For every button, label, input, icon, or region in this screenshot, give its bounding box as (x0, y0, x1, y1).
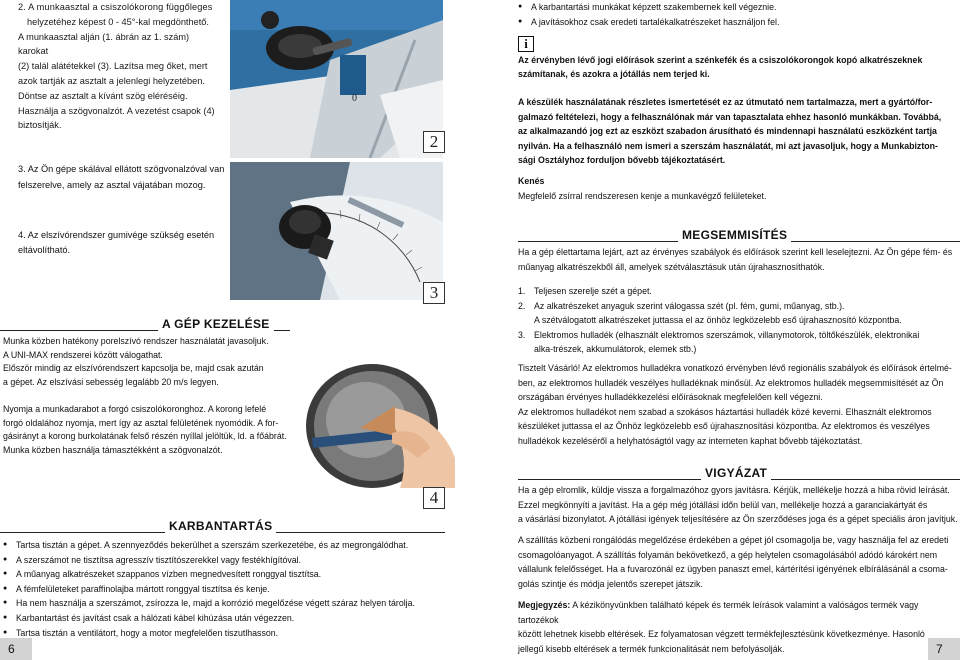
operation-para-2: Nyomja a munkadarabot a forgó csiszolókoronghoz. A korong lefelé forgó oldalához nyomja, mert így az asztal felületének nyomódik. A for- gásirányt a korong burkolatának felső részén nyíllal jelöltük, ld. a főábrát. Munka közben használja támasztékként a szögvonalzót. (3, 404, 287, 455)
step-2-text: 2. A munkaasztal a csiszolókorong függőleges helyzetéhez képest 0 - 45°-kal megdönthető. A munkaasztal alján (1. ábrán az 1. szám) karokat (2) talál alátétekkel (3). Lazítsa meg őket, mert azok tartják az asztalt a jelenlegi helyzetében. Döntse az asztalt a kívánt szög eléréséig. Használja a szögvonalzót. A vezetést csapok (4) biztosítják. (18, 2, 215, 131)
operation-section-header (0, 315, 290, 331)
maintenance-item: ● A szerszámot ne tisztítsa agresszív tisztítószerekkel vagy festékhígítóval. (3, 553, 448, 568)
disposal-section-header (518, 226, 960, 242)
lubrication-text: Megfelelő zsírral rendszeresen kenje a munkavégző felületeket. (518, 190, 767, 201)
warning-title: VIGYÁZAT (701, 466, 771, 480)
note-label: Megjegyzés: (518, 600, 571, 610)
figure-3-label: 3 (423, 282, 445, 304)
info-notice: Az érvényben lévő jogi előírások szerint a szénkefék és a csiszolókorongok kopó alkatrészeknek számítanak, és azokra a jótállás nem terjed ki. (518, 55, 923, 79)
lubrication-section (518, 174, 958, 203)
disposal-title: MEGSEMMISÍTÉS (678, 228, 791, 242)
lubrication-heading: Kenés (518, 176, 545, 186)
warning-note: Megjegyzés: A kézikönyvünkben található képek és termék leírások valamint a valóságos termék vagy tartozékok között lehetnek kisebb eltérések. Ez folyamatosan végzett termékfejlesztésünk következménye. Hasonló jellegű kisebb eltérések a termék funkcionalitását nem befolyásolják. (518, 600, 925, 654)
top-bullet-item: ● A javításokhoz csak eredeti tartalékalkatrészeket használjon fel. (518, 15, 958, 30)
figure-4-grinding-photo (300, 308, 455, 488)
maintenance-item: ● A műanyag alkatrészeket szappanos vízben megnedvesített ronggyal tisztítsa. (3, 567, 448, 582)
gauge-zero-label: 0 (352, 93, 357, 104)
figure-3-mitre-gauge-photo (230, 162, 443, 300)
figure-2-table-tilt-photo (230, 0, 443, 158)
top-bullet-item: ● A karbantartási munkákat képzett szakembernek kell végeznie. (518, 0, 958, 15)
page-number-right: 7 (928, 638, 960, 660)
maintenance-list (3, 538, 448, 640)
maintenance-item: ● Tartsa tisztán a ventilátort, hogy a motor megfelelően tiszutlhasson. (3, 626, 448, 641)
operation-para-1: Munka közben hatékony porelszívó rendszer használatát javasoljuk. A UNI-MAX rendszerei között válogathat. Először mindig az elszívórendszert kapcsolja be, majd csak azután a gépet. Az elszívási sebesség legalább 20 m/s legyen. (3, 336, 269, 387)
maintenance-item: ● Karbantartást és javítást csak a hálózati kábel kihúzása után végezzen. (3, 611, 448, 626)
info-icon: i (518, 36, 534, 52)
warning-para-1: Ha a gép elromlik, küldje vissza a forgalmazóhoz gyors javításra. Kérjük, mellékelje hozzá a hiba rövid leírását. Ezzel megkönnyíti a javítást. Ha a gép még jótállási időn belül van, mellékelje hozzá a garanciakártyát és a vásárlási bizonylatot. A jótállási igények teljesítésére az Ön szerződéses joga és a gépet speciális áron javítjuk. (518, 485, 958, 524)
maintenance-item: ● A fémfelületeket paraffinolajba mártott ronggyal tisztítsa és kenje. (3, 582, 448, 597)
disposal-step: 1. Teljesen szerelje szét a gépet. (518, 286, 652, 296)
step-4-text: 4. Az elszívórendszer gumivége szükség esetén eltávolítható. (18, 230, 215, 255)
disposal-step: 2. Az alkatrészeket anyaguk szerint válogassa szét (pl. fém, gumi, műanyag, stb.). A szétválogatott alkatrészeket juttassa el az önhöz legközelebb eső újrahasznosító központba. (518, 300, 902, 325)
warning-para-2: A szállítás közbeni rongálódás megelőzése érdekében a gépet jól csomagolja be, vagy használja fel az eredeti csomagolóanyagot. A szállítás folyamán bekövetkező, a gép helytelen csomagolásából adódó károkért nem vállalunk felelősséget. Ha a fuvarozónál ez ügyben panaszt emel, kártérítési igényének elbírálásánál a csoma- golás szintje és módja jelentős szerepet játszik. (518, 535, 949, 589)
service-notice: A készülék használatának részletes ismertetését ez az útmutató nem tartalmazza, mert a gyártó/for- galmazó feltételezi, hogy a felhasználónak már van tapasztalata ehhez hasonló munkákban. Továbbá, az alkalmazandó jog ezt az eszközt szabadon árusítható és mindennapi használatú eszközként tartja nyilván. Ha a felhasználó nem ismeri a szerszám használatát, mi azt javasoljuk, hogy a Munkabizton- sági Osztályhoz forduljon bővebb tájékoztatásért. (518, 97, 942, 165)
disposal-intro: Ha a gép élettartama lejárt, azt az érvényes szabályok és előírások szerint kell leselejtezni. Az Ön gépe fém- és műanyag alkatrészekből áll, amelyek szétválasztásuk után újrahasznosíthatók. (518, 247, 953, 272)
disposal-step: 3. Elektromos hulladék (elhasznált elektromos szerszámok, villanymotorok, töltőkészülék, elektronikai alka-trészek, akkumulátorok, elemek stb.) (518, 329, 920, 354)
maintenance-item: ● Tartsa tisztán a gépet. A szennyeződés bekerülhet a szerszám szerkezetébe, és az megrongálódhat. (3, 538, 448, 553)
top-bullets (518, 0, 958, 29)
operation-title: A GÉP KEZELÉSE (158, 317, 274, 331)
warning-section-header (518, 464, 960, 480)
step-3-text: 3. Az Ön gépe skálával ellátott szögvonalzóval van felszerelve, amely az asztal vájatában mozog. (18, 164, 225, 190)
maintenance-section-header (0, 517, 445, 533)
figure-4-label: 4 (423, 487, 445, 509)
page-number-left: 6 (0, 638, 32, 660)
disposal-paragraph: Tisztelt Vásárló! Az elektromos hulladékra vonatkozó érvényben lévő regionális szabályok és előírások értelmé- ben, az elektromos hulladék veszélyes hulladéknak minősül. Az elektromos hulladék megsemmisítését az Ön országában érvényes hulladékkezelési előírásoknak megfelelően kell végezni. Az elektromos hulladékot nem szabad a szokásos háztartási hulladék közé keverni. Elhasznált elektromos készüléket juttassa el az Önhöz legközelebb eső újrahasznosítási központba. Az elektromos és veszélyes hulladékok kezeléséről a helyhatóságtól vagy az interneten kaphat bővebb tájékoztatást. (518, 363, 952, 446)
disposal-steps (518, 284, 960, 357)
figure-2-label: 2 (423, 131, 445, 153)
maintenance-item: ● Ha nem használja a szerszámot, zsírozza le, majd a korrózió megelőzése végett száraz helyen tárolja. (3, 596, 448, 611)
maintenance-title: KARBANTARTÁS (165, 519, 276, 533)
